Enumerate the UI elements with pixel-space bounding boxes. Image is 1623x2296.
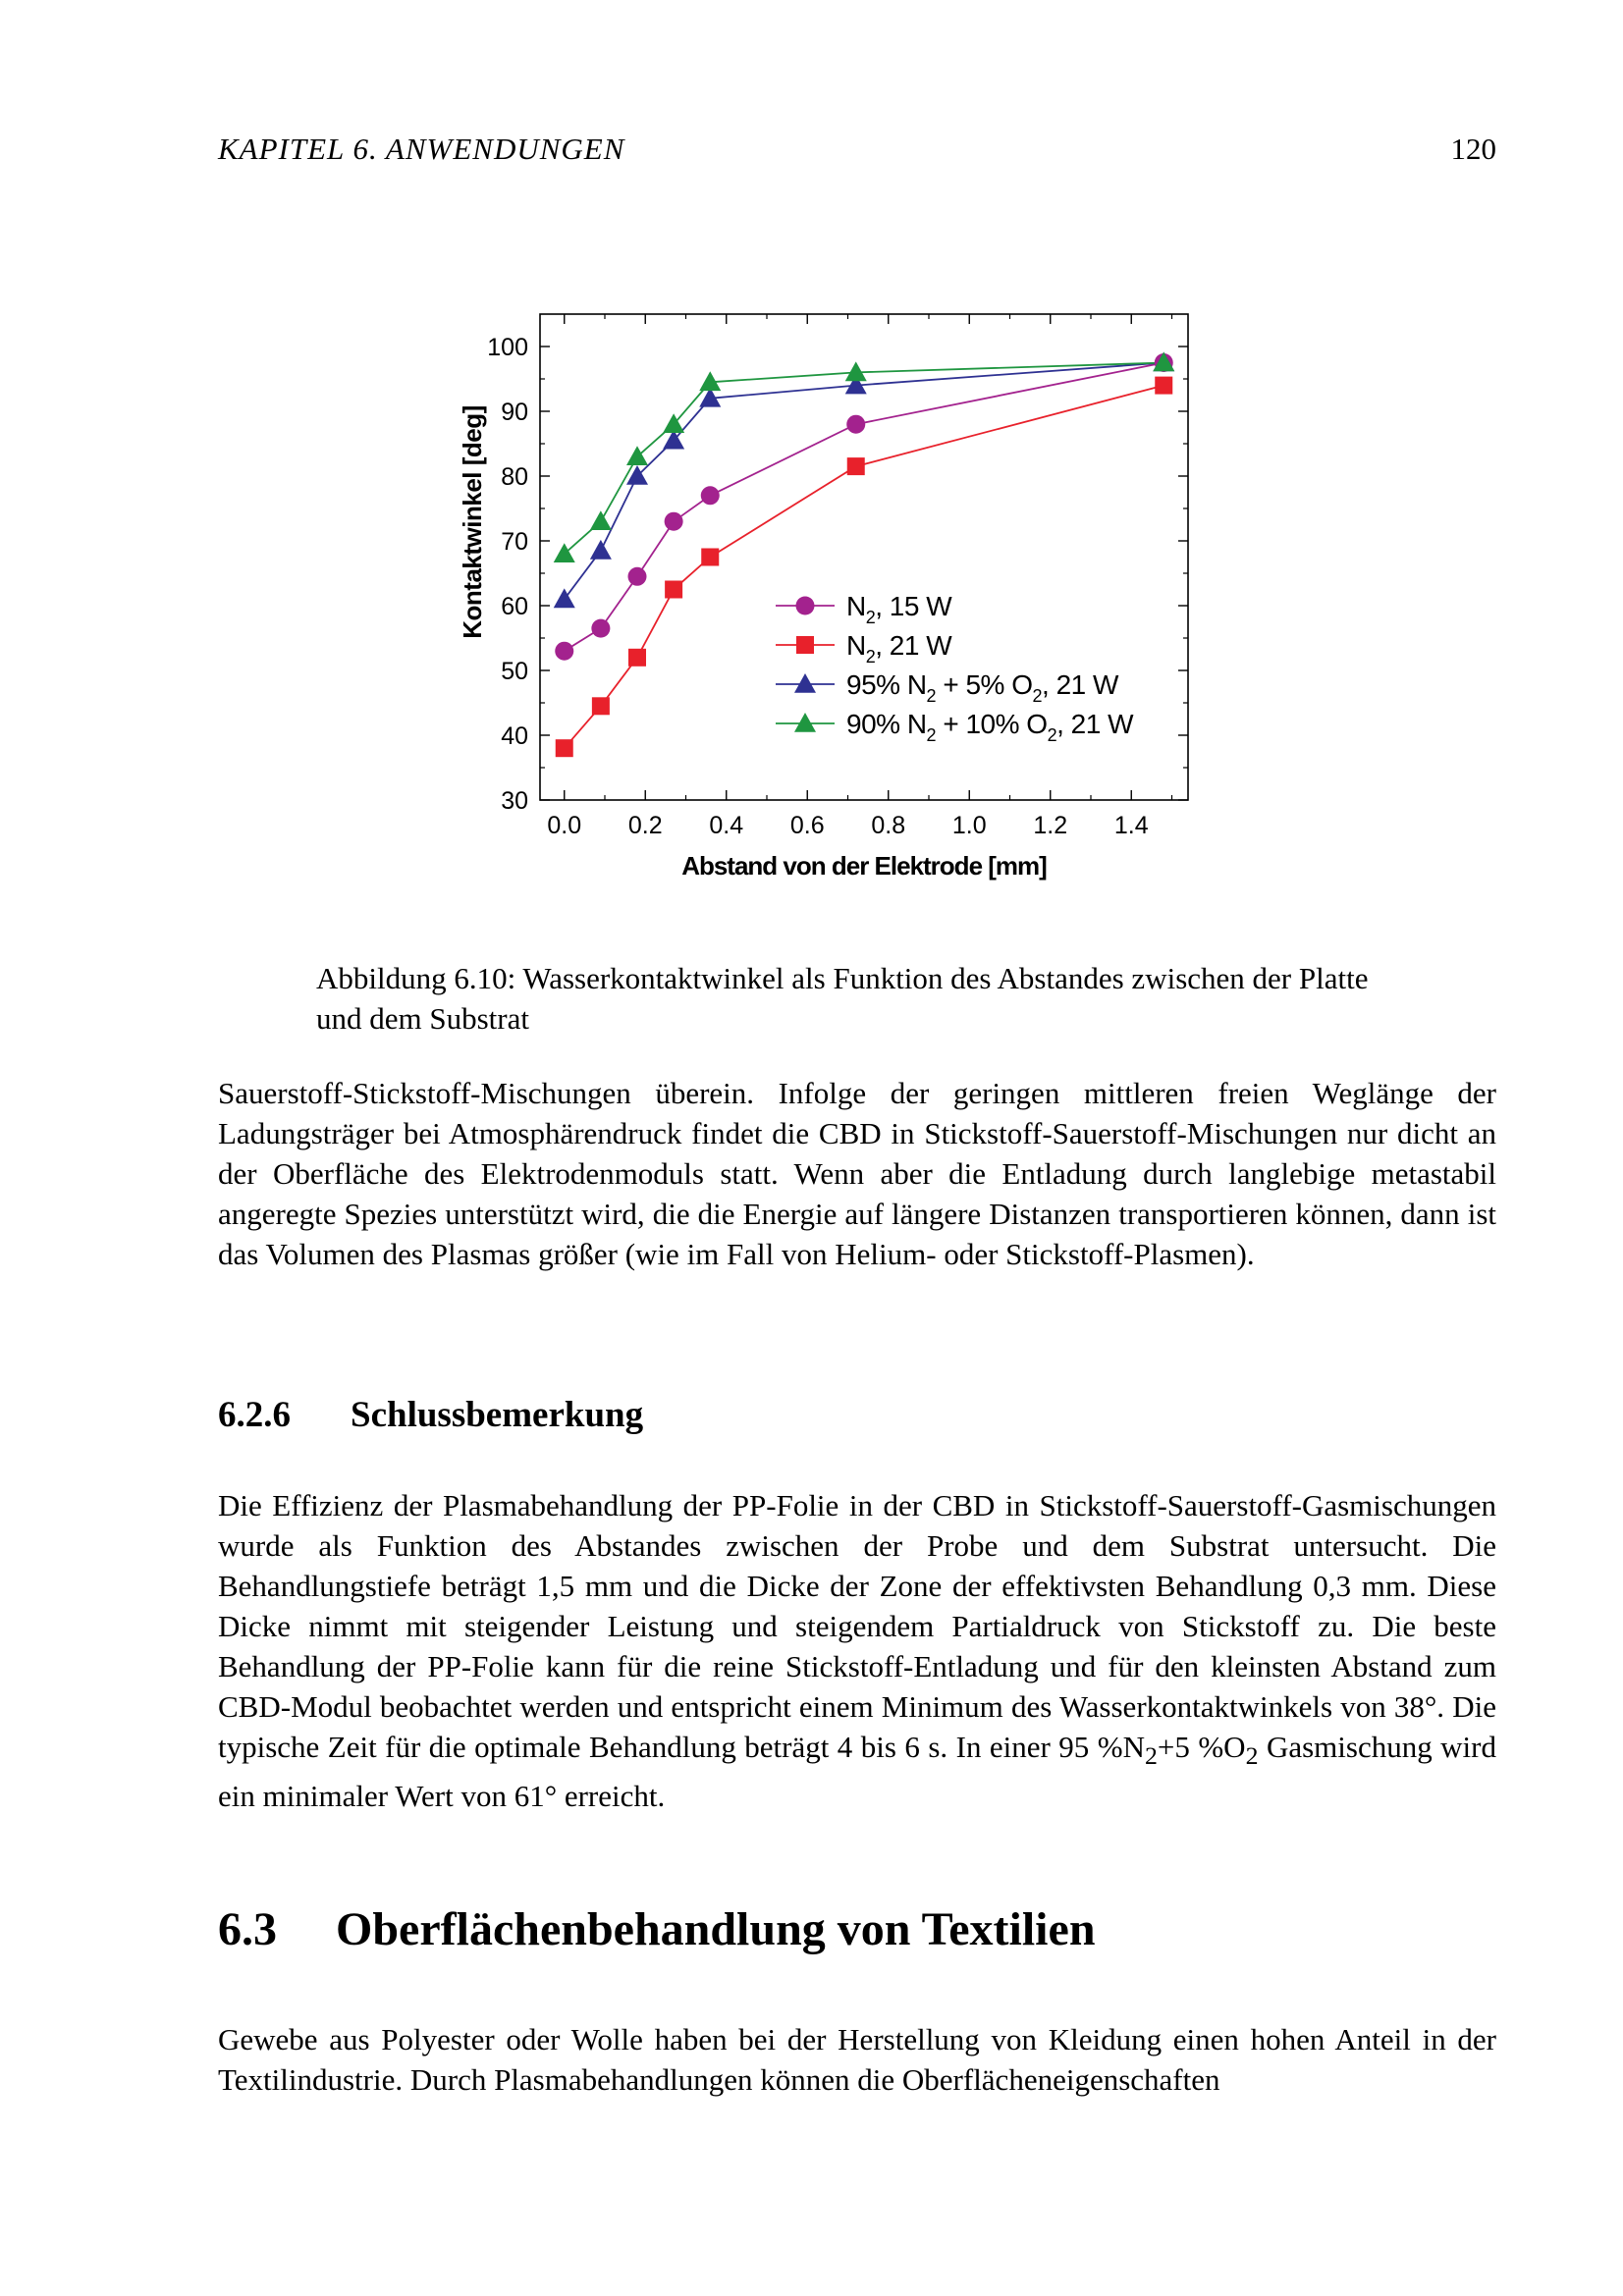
chart-legend xyxy=(776,591,1134,745)
section-number: 6.3 xyxy=(218,1903,277,1955)
x-tick-label: 1.4 xyxy=(1113,812,1149,839)
legend-text: , 15 W xyxy=(875,591,952,621)
legend-marker-3 xyxy=(794,673,816,693)
section-title: Schlussbemerkung xyxy=(351,1395,644,1435)
y-axis-label: Kontaktwinkel [deg] xyxy=(458,405,487,639)
legend-subscript: 2 xyxy=(926,725,937,745)
data-point-series-2 xyxy=(556,739,573,757)
paragraph-2 xyxy=(218,1485,1496,1816)
data-point-series-2 xyxy=(701,549,719,566)
legend-text: , 21 W xyxy=(1056,709,1134,739)
data-point-series-1 xyxy=(555,642,573,661)
data-point-series-1 xyxy=(628,567,647,586)
x-tick-label: 0.8 xyxy=(871,812,906,839)
data-point-series-1 xyxy=(701,486,720,505)
legend-label-3 xyxy=(846,669,1119,706)
data-point-series-3 xyxy=(590,540,612,560)
legend-label-2 xyxy=(846,630,952,667)
section-heading-6-2-6 xyxy=(218,1394,1496,1436)
data-point-series-3 xyxy=(554,588,575,608)
legend-subscript: 2 xyxy=(1047,725,1057,745)
y-tick-label: 90 xyxy=(501,399,528,426)
legend-label-1 xyxy=(846,591,952,627)
paragraph-3: Gewebe aus Polyester oder Wolle haben bei der Herstellung von Kleidung einen hohen Anteil in der Textilindustrie. Durch Plasmabehandlungen können die Oberflächeneigenschaften xyxy=(218,2022,1496,2097)
subscript-o2: 2 xyxy=(1245,1741,1259,1771)
legend-text: + 5% O xyxy=(936,669,1033,700)
y-tick-label: 40 xyxy=(501,722,528,750)
paragraph-2-text-a: Die Effizienz der Plasmabehandlung der PP-Folie in der CBD in Stickstoff-Sauerstoff-Gasmischungen wurde als Funktion des Abstandes zwischen der Probe und dem Substrat untersucht. Die Behandlungstiefe beträgt 1,5 mm und die Dicke der Zone der effektivsten Behandlung 0,3 mm. Diese Dicke nimmt mit steigender Leistung und steigendem Partialdruck von Stickstoff zu. Die beste Behandlung der PP-Folie kann für die reine Stickstoff-Entladung und für den kleinsten Abstand zum CBD-Modul beobachtet werden und entspricht einem Minimum des Wasserkontaktwinkels von 38°. Die typische Zeit für die optimale Behandlung beträgt 4 bis 6 s. In einer 95 %N xyxy=(218,1488,1496,1764)
y-tick-label: 30 xyxy=(501,787,528,815)
subscript-n2: 2 xyxy=(1144,1741,1158,1771)
data-point-series-1 xyxy=(846,415,865,434)
data-point-series-2 xyxy=(665,581,682,599)
x-tick-label: 1.0 xyxy=(951,812,987,839)
series-line-3 xyxy=(565,363,1164,600)
legend-text: , 21 W xyxy=(1042,669,1118,700)
y-tick-label: 70 xyxy=(501,528,528,556)
paragraph-1: Sauerstoff-Stickstoff-Mischungen überein. Infolge der geringen mittleren freien Weglänge der Ladungsträger bei Atmosphärendruck findet die CBD in Stickstoff-Sauerstoff-Mischungen nur dicht an der Oberfläche des Elektrodenmoduls statt. Wenn aber die Entladung durch langlebige metastabil angeregte Spezies unterstützt wird, die die Energie auf längere Distanzen transportieren können, dann ist das Volumen des Plasmas größer (wie im Fall von Helium- oder Stickstoff-Plasmen). xyxy=(218,1076,1496,1271)
data-point-series-1 xyxy=(591,619,610,638)
legend-text: N xyxy=(846,630,866,661)
x-tick-label: 0.0 xyxy=(547,812,582,839)
legend-text: , 21 W xyxy=(875,630,952,661)
legend-text: 90% N xyxy=(846,709,927,739)
legend-text: 95% N xyxy=(846,669,927,700)
data-point-series-2 xyxy=(1155,377,1172,395)
figure-caption: Abbildung 6.10: Wasserkontaktwinkel als Funktion des Abstandes zwischen der Platte und dem Substrat xyxy=(316,961,1369,1036)
data-point-series-2 xyxy=(847,457,865,475)
legend-marker-1 xyxy=(796,597,815,615)
x-tick-label: 0.2 xyxy=(627,812,663,839)
paragraph-2-text-c: Gasmischung wird ein minimaler Wert von 61° erreicht. xyxy=(218,1730,1496,1814)
page-number: 120 xyxy=(1450,132,1496,166)
x-tick-label: 0.4 xyxy=(709,812,744,839)
legend-subscript: 2 xyxy=(865,608,876,627)
paragraph-2-text-b: +5 %O xyxy=(1157,1730,1246,1764)
section-title: Oberflächenbehandlung von Textilien xyxy=(336,1903,1096,1955)
data-point-series-1 xyxy=(665,512,683,531)
legend-subscript: 2 xyxy=(1032,686,1043,706)
figure-chart xyxy=(452,299,1217,898)
legend-subscript: 2 xyxy=(865,647,876,667)
x-tick-label: 1.2 xyxy=(1033,812,1068,839)
data-point-series-4 xyxy=(590,510,612,530)
y-tick-label: 50 xyxy=(501,658,528,685)
section-number: 6.2.6 xyxy=(218,1395,291,1435)
x-tick-label: 0.6 xyxy=(789,812,825,839)
legend-text: N xyxy=(846,591,866,621)
data-point-series-2 xyxy=(592,697,610,715)
legend-marker-2 xyxy=(796,636,814,654)
legend-subscript: 2 xyxy=(926,686,937,706)
y-tick-label: 80 xyxy=(501,463,528,491)
legend-label-4 xyxy=(846,709,1134,745)
chart-ticks xyxy=(487,314,1188,839)
y-tick-label: 100 xyxy=(487,334,528,361)
y-tick-label: 60 xyxy=(501,593,528,620)
data-point-series-2 xyxy=(628,649,646,667)
running-head xyxy=(218,132,1496,171)
x-axis-label: Abstand von der Elektrode [mm] xyxy=(681,851,1047,881)
legend-marker-4 xyxy=(794,713,816,732)
legend-text: + 10% O xyxy=(936,709,1048,739)
section-heading-6-3 xyxy=(218,1902,1496,1956)
chapter-title: KAPITEL 6. ANWENDUNGEN xyxy=(218,132,625,166)
